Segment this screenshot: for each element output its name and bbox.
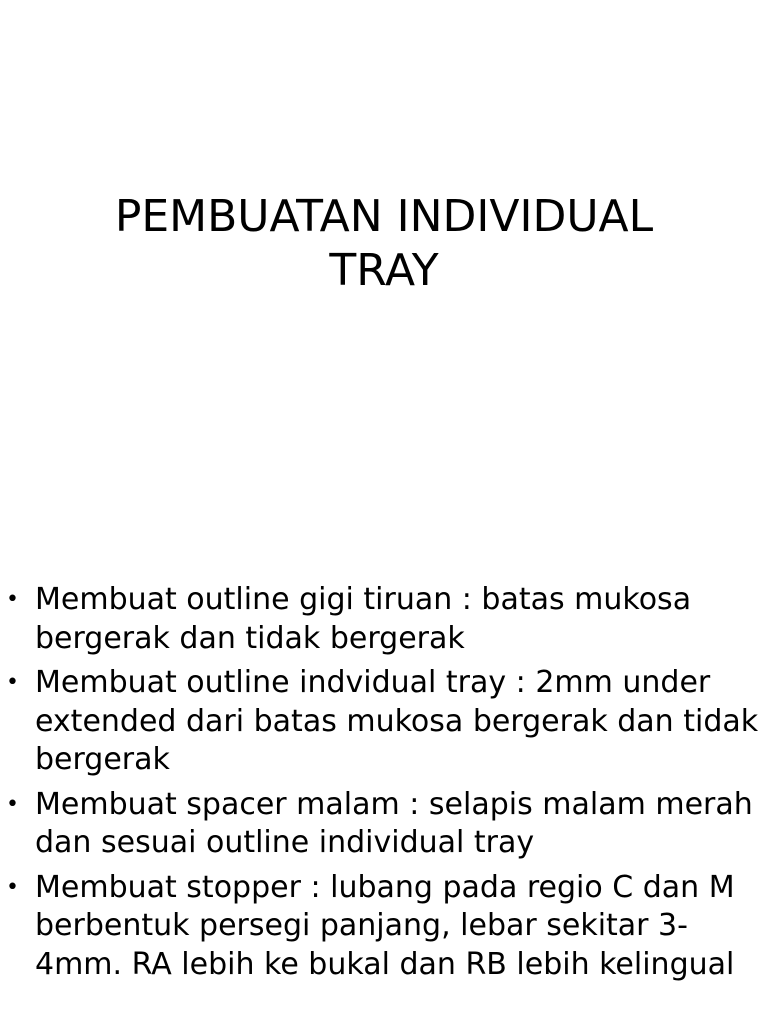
bullet-text: Membuat outline indvidual tray : 2mm under extended dari batas mukosa bergerak dan tidak bergerak xyxy=(35,665,759,777)
bullet-icon: • xyxy=(6,791,19,817)
bullet-icon: • xyxy=(6,587,19,612)
bullet-text: Membuat spacer malam : selapis malam merah dan sesuai outline individual tray xyxy=(35,786,753,860)
bullet-text: Membuat stopper : lubang pada regio C dan M berbentuk persegi panjang, lebar sekitar 3-4mm. RA lebih ke bukal dan RB lebih kelingual xyxy=(35,869,735,982)
bullet-list xyxy=(0,581,768,990)
bullet-item xyxy=(0,786,768,863)
slide-title xyxy=(40,190,728,298)
bullet-icon: • xyxy=(6,874,19,900)
title-line: TRAY xyxy=(329,245,439,296)
title-line: PEMBUATAN INDIVIDUAL xyxy=(114,191,654,242)
bullet-item xyxy=(0,664,768,780)
bullet-icon: • xyxy=(6,670,19,695)
bullet-item xyxy=(0,869,768,985)
bullet-text: Membuat outline gigi tiruan : batas mukosa bergerak dan tidak bergerak xyxy=(35,582,692,656)
bullet-item xyxy=(0,581,768,658)
